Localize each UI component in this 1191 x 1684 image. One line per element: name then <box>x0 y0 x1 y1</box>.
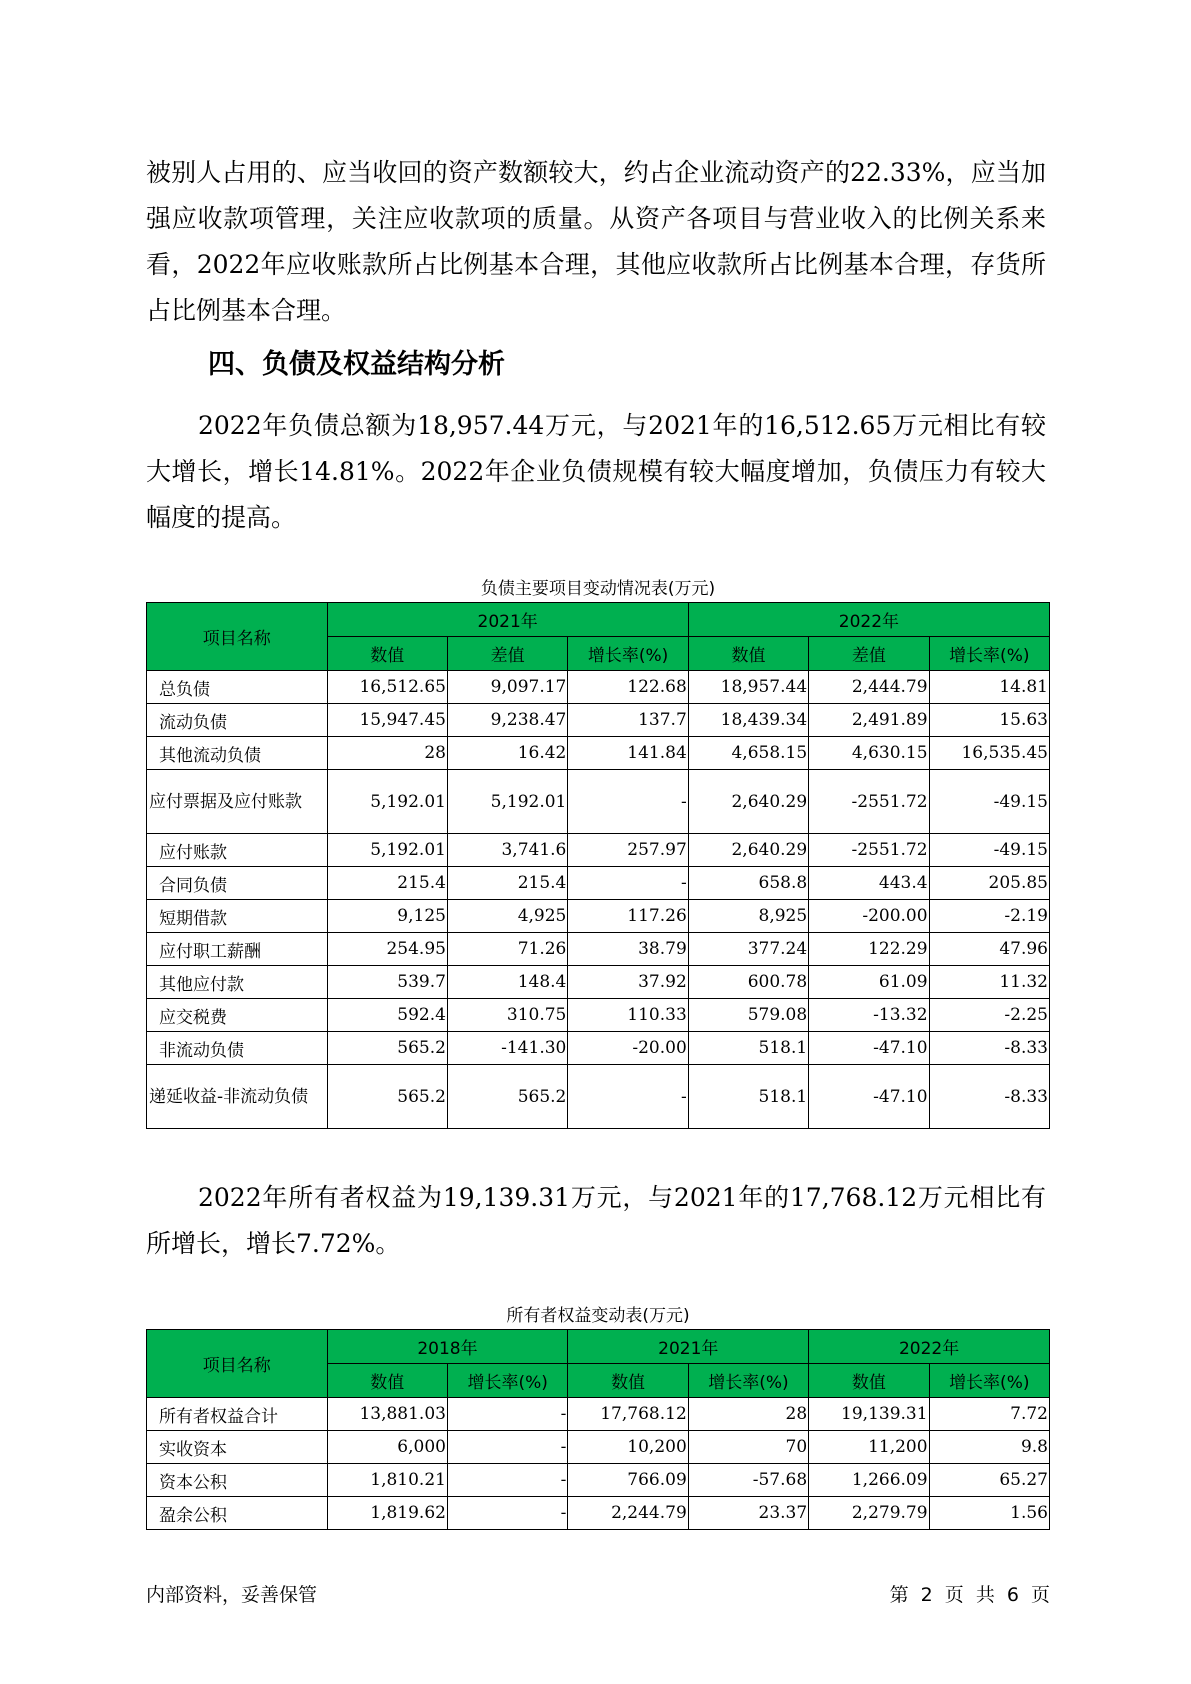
table1-sub-header: 增长率(%) <box>568 637 688 671</box>
row-value: -8.33 <box>929 1032 1049 1065</box>
row-value: -200.00 <box>809 900 929 933</box>
table2-year-header: 2018年 <box>327 1330 568 1364</box>
row-value: 38.79 <box>568 933 688 966</box>
row-value: 19,139.31 <box>809 1398 929 1431</box>
row-value: 13,881.03 <box>327 1398 447 1431</box>
row-value: 1,810.21 <box>327 1464 447 1497</box>
row-value: - <box>568 867 688 900</box>
table1-sub-header: 增长率(%) <box>929 637 1049 671</box>
row-value: -8.33 <box>929 1065 1049 1129</box>
row-value: 2,444.79 <box>809 671 929 704</box>
table1-sub-header: 数值 <box>688 637 808 671</box>
row-label: 应付职工薪酬 <box>147 933 328 966</box>
row-value: 71.26 <box>447 933 567 966</box>
row-value: 23.37 <box>688 1497 808 1530</box>
table2-sub-header: 数值 <box>809 1364 929 1398</box>
table-row <box>147 933 1050 966</box>
row-value: 8,925 <box>688 900 808 933</box>
row-value: 658.8 <box>688 867 808 900</box>
row-label: 递延收益-非流动负债 <box>147 1065 328 1129</box>
table-row <box>147 770 1050 834</box>
row-label: 应付票据及应付账款 <box>147 770 328 834</box>
row-value: 15.63 <box>929 704 1049 737</box>
table2-caption: 所有者权益变动表(万元) <box>506 1306 690 1326</box>
row-value: 70 <box>688 1431 808 1464</box>
row-value: 215.4 <box>327 867 447 900</box>
row-value: 2,491.89 <box>809 704 929 737</box>
row-value: - <box>447 1398 567 1431</box>
row-value: 518.1 <box>688 1065 808 1129</box>
row-value: 215.4 <box>447 867 567 900</box>
row-value: -49.15 <box>929 770 1049 834</box>
table2-year-header: 2021年 <box>568 1330 809 1364</box>
row-value: 14.81 <box>929 671 1049 704</box>
table-row <box>147 834 1050 867</box>
table-row <box>147 1497 1050 1530</box>
row-label: 盈余公积 <box>147 1497 328 1530</box>
row-value: 1,266.09 <box>809 1464 929 1497</box>
table1-name-header: 项目名称 <box>147 603 328 671</box>
row-value: 61.09 <box>809 966 929 999</box>
row-value: 4,658.15 <box>688 737 808 770</box>
table1-year-header: 2022年 <box>688 603 1049 637</box>
row-value: -49.15 <box>929 834 1049 867</box>
row-value: 18,439.34 <box>688 704 808 737</box>
row-value: 28 <box>688 1398 808 1431</box>
table-row <box>147 1464 1050 1497</box>
table1-sub-header: 差值 <box>447 637 567 671</box>
row-value: 11.32 <box>929 966 1049 999</box>
row-value: 539.7 <box>327 966 447 999</box>
row-label: 所有者权益合计 <box>147 1398 328 1431</box>
row-value: 443.4 <box>809 867 929 900</box>
row-label: 非流动负债 <box>147 1032 328 1065</box>
row-label: 实收资本 <box>147 1431 328 1464</box>
row-value: 518.1 <box>688 1032 808 1065</box>
row-value: -2.25 <box>929 999 1049 1032</box>
row-value: 15,947.45 <box>327 704 447 737</box>
row-label: 合同负债 <box>147 867 328 900</box>
row-value: 600.78 <box>688 966 808 999</box>
row-value: -2551.72 <box>809 834 929 867</box>
row-value: 28 <box>327 737 447 770</box>
row-value: -13.32 <box>809 999 929 1032</box>
row-value: 2,279.79 <box>809 1497 929 1530</box>
row-label: 短期借款 <box>147 900 328 933</box>
row-value: 47.96 <box>929 933 1049 966</box>
footer-page-number: 第 2 页 共 6 页 <box>889 1584 1050 1606</box>
row-value: 565.2 <box>327 1065 447 1129</box>
row-value: 117.26 <box>568 900 688 933</box>
row-value: - <box>447 1497 567 1530</box>
row-value: 592.4 <box>327 999 447 1032</box>
table-row <box>147 1032 1050 1065</box>
row-value: 5,192.01 <box>327 834 447 867</box>
row-value: -57.68 <box>688 1464 808 1497</box>
table1-sub-header: 数值 <box>327 637 447 671</box>
row-value: 205.85 <box>929 867 1049 900</box>
table2-year-header: 2022年 <box>809 1330 1050 1364</box>
row-label: 应付账款 <box>147 834 328 867</box>
row-value: 2,640.29 <box>688 834 808 867</box>
row-value: 16,512.65 <box>327 671 447 704</box>
row-value: 65.27 <box>929 1464 1049 1497</box>
table-row <box>147 704 1050 737</box>
row-value: 310.75 <box>447 999 567 1032</box>
table1-sub-header: 差值 <box>809 637 929 671</box>
table1-year-header: 2021年 <box>327 603 688 637</box>
paragraph-receivables: 被别人占用的、应当收回的资产数额较大，约占企业流动资产的22.33%，应当加强应收款项管理，关注应收款项的质量。从资产各项目与营业收入的比例关系来看，2022年应收账款所占比例基本合理，其他应收款所占比例基本合理，存货所占比例基本合理。 <box>146 158 1046 325</box>
row-value: -2.19 <box>929 900 1049 933</box>
table-row <box>147 900 1050 933</box>
row-value: 565.2 <box>327 1032 447 1065</box>
equity-table <box>146 1329 1050 1530</box>
row-value: 7.72 <box>929 1398 1049 1431</box>
row-value: 37.92 <box>568 966 688 999</box>
table-row <box>147 1398 1050 1431</box>
paragraph-equity: 2022年所有者权益为19,139.31万元，与2021年的17,768.12万元相比有所增长，增长7.72%。 <box>146 1183 1046 1258</box>
row-value: 9,238.47 <box>447 704 567 737</box>
row-value: 122.68 <box>568 671 688 704</box>
row-value: 4,925 <box>447 900 567 933</box>
row-value: 257.97 <box>568 834 688 867</box>
row-label: 应交税费 <box>147 999 328 1032</box>
row-value: 9,125 <box>327 900 447 933</box>
row-value: -47.10 <box>809 1065 929 1129</box>
row-value: 9.8 <box>929 1431 1049 1464</box>
footer-confidential-note: 内部资料，妥善保管 <box>146 1584 318 1606</box>
table-row <box>147 737 1050 770</box>
row-value: 10,200 <box>568 1431 688 1464</box>
row-value: 254.95 <box>327 933 447 966</box>
table2-sub-header: 增长率(%) <box>447 1364 567 1398</box>
row-value: 17,768.12 <box>568 1398 688 1431</box>
paragraph-liabilities: 2022年负债总额为18,957.44万元，与2021年的16,512.65万元相比有较大增长，增长14.81%。2022年企业负债规模有较大幅度增加，负债压力有较大幅度的提高。 <box>146 411 1046 532</box>
row-value: 3,741.6 <box>447 834 567 867</box>
row-value: 11,200 <box>809 1431 929 1464</box>
table-row <box>147 966 1050 999</box>
table2-sub-header: 数值 <box>568 1364 688 1398</box>
row-label: 其他流动负债 <box>147 737 328 770</box>
row-value: -141.30 <box>447 1032 567 1065</box>
row-value: 148.4 <box>447 966 567 999</box>
table-row <box>147 1065 1050 1129</box>
row-value: 110.33 <box>568 999 688 1032</box>
row-label: 总负债 <box>147 671 328 704</box>
row-value: -2551.72 <box>809 770 929 834</box>
row-value: 1.56 <box>929 1497 1049 1530</box>
row-value: 1,819.62 <box>327 1497 447 1530</box>
liabilities-table <box>146 602 1050 1129</box>
row-value: 766.09 <box>568 1464 688 1497</box>
table-row <box>147 671 1050 704</box>
row-value: 16.42 <box>447 737 567 770</box>
table-row <box>147 999 1050 1032</box>
table2-name-header: 项目名称 <box>147 1330 328 1398</box>
row-value: 5,192.01 <box>447 770 567 834</box>
table2-sub-header: 数值 <box>327 1364 447 1398</box>
row-label: 资本公积 <box>147 1464 328 1497</box>
table2-sub-header: 增长率(%) <box>688 1364 808 1398</box>
row-value: - <box>568 1065 688 1129</box>
row-value: 2,244.79 <box>568 1497 688 1530</box>
row-value: 6,000 <box>327 1431 447 1464</box>
row-value: 122.29 <box>809 933 929 966</box>
row-value: 377.24 <box>688 933 808 966</box>
row-value: - <box>447 1464 567 1497</box>
row-value: 2,640.29 <box>688 770 808 834</box>
row-value: 9,097.17 <box>447 671 567 704</box>
row-value: 5,192.01 <box>327 770 447 834</box>
row-value: - <box>568 770 688 834</box>
row-label: 流动负债 <box>147 704 328 737</box>
table2-sub-header: 增长率(%) <box>929 1364 1049 1398</box>
row-value: -20.00 <box>568 1032 688 1065</box>
row-value: 18,957.44 <box>688 671 808 704</box>
section-heading: 四、负债及权益结构分析 <box>208 349 505 380</box>
table-row <box>147 867 1050 900</box>
row-value: 137.7 <box>568 704 688 737</box>
row-value: 16,535.45 <box>929 737 1049 770</box>
table-row <box>147 1431 1050 1464</box>
row-label: 其他应付款 <box>147 966 328 999</box>
table1-caption: 负债主要项目变动情况表(万元) <box>480 579 716 599</box>
row-value: 565.2 <box>447 1065 567 1129</box>
row-value: 4,630.15 <box>809 737 929 770</box>
row-value: -47.10 <box>809 1032 929 1065</box>
row-value: 579.08 <box>688 999 808 1032</box>
row-value: 141.84 <box>568 737 688 770</box>
row-value: - <box>447 1431 567 1464</box>
